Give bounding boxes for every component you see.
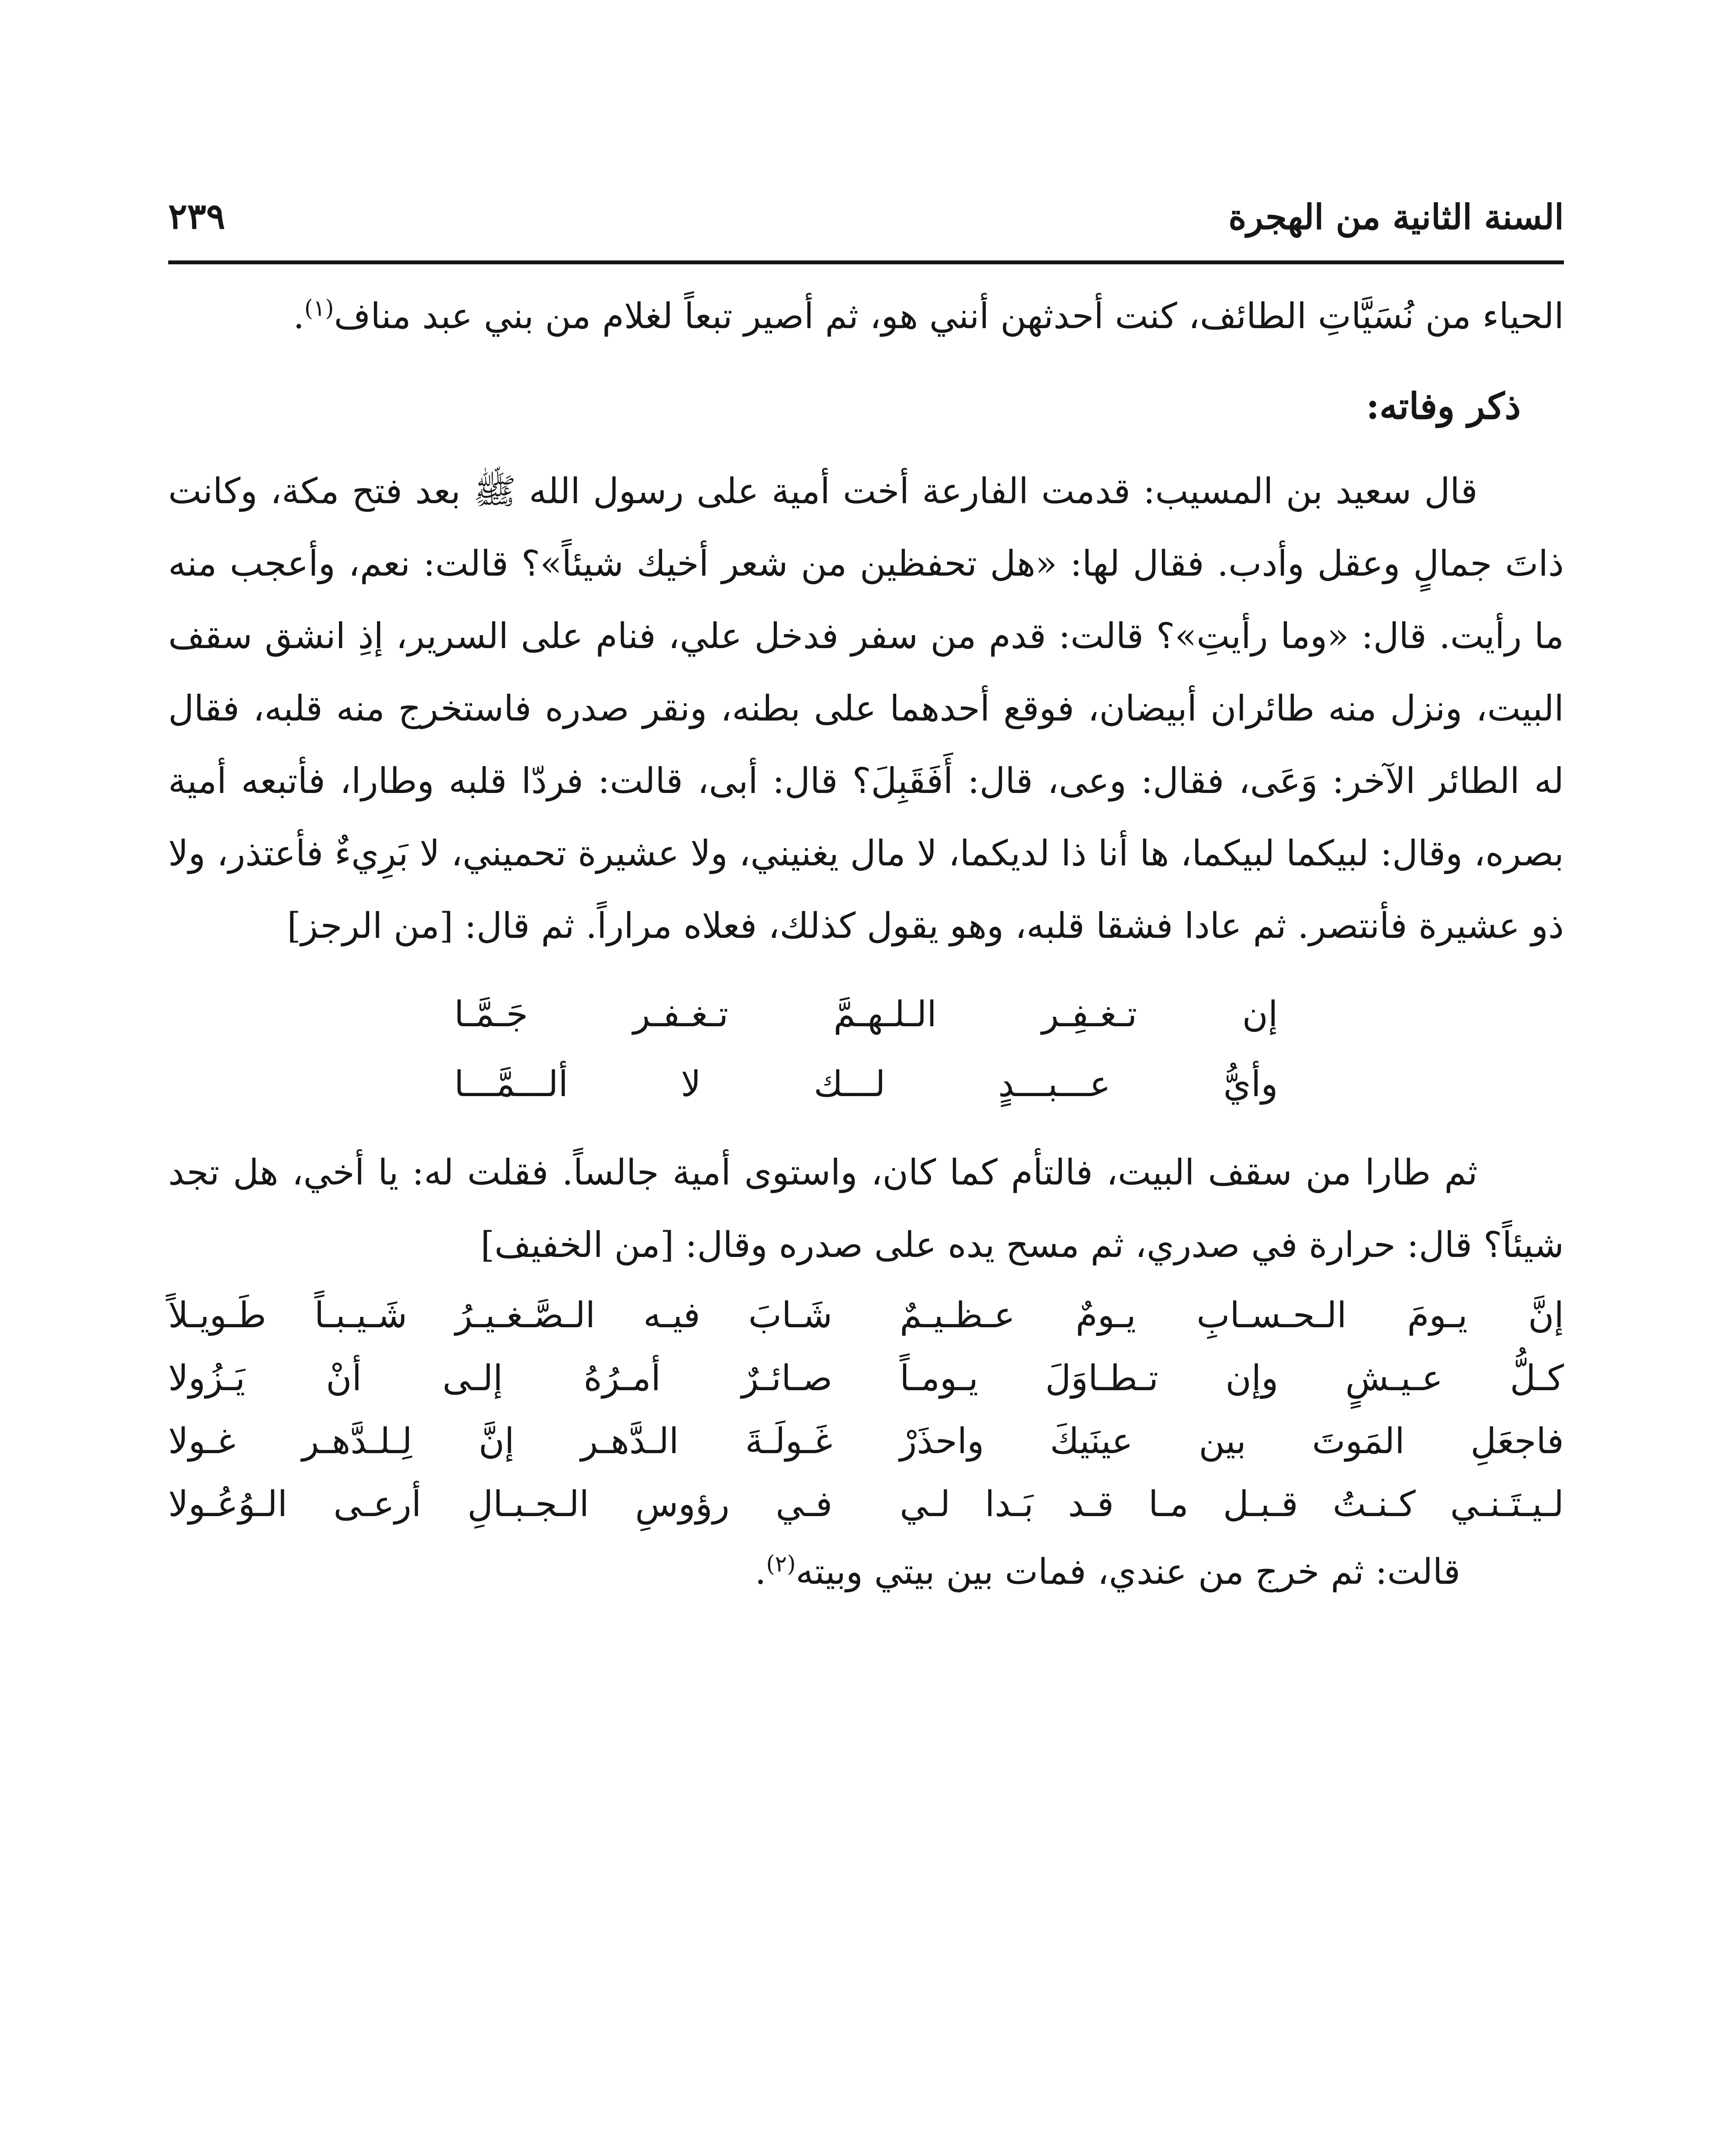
verse-first-half: فاجعَلِ المَوتَ بين عينَيكَ واحذَرْ	[900, 1421, 1564, 1462]
paragraph-text: الحياء من نُسَيَّاتِ الطائف، كنت أحدثهن أنني هو، ثم أصير تبعاً لغلام من بني عبد مناف	[334, 296, 1564, 337]
footnote-ref: (٢)	[766, 1551, 796, 1577]
poem-rajaz	[454, 980, 1278, 1119]
poem-khafif	[168, 1284, 1564, 1536]
book-page	[168, 0, 1564, 2156]
spacer	[168, 1119, 1564, 1137]
verse-second-half: فـي رؤوسِ الـجـبـالِ أرعـى الـوُعُـولا	[168, 1484, 832, 1525]
main-text	[168, 280, 1564, 1608]
running-title: السنة الثانية من الهجرة	[1228, 197, 1564, 237]
closing-end: .	[755, 1551, 766, 1592]
verse-second-half: صـائـرٌ أمـرُهُ إلـى أنْ يَـزُولا	[168, 1358, 832, 1399]
paragraph-narration-2: ثم طارا من سقف البيت، فالتأم كما كان، واستوى أمية جالساً. فقلت له: يا أخي، هل تجد شيئاً؟ قال: حرارة في صدري، ثم مسح يده على صدره وقال: [من الخفيف]	[168, 1152, 1564, 1266]
paragraph-end: .	[293, 296, 305, 337]
verse-first-half: لـيـتَـنـي كـنـتُ قـبـل مـا قـد بَـدا لـي	[900, 1484, 1564, 1525]
verse-line: إن تـغـفِـر الـلـهـمَّ تـغـفـر جَـمَّـا	[454, 994, 1278, 1035]
page-header	[168, 181, 1564, 237]
footnote-ref: (١)	[304, 295, 334, 322]
page-number: ٢٣٩	[168, 196, 226, 237]
verse-second-half: غَـولَـةَ الـدَّهـر إنَّ لِـلـدَّهـر غـولا	[168, 1421, 832, 1462]
verse-first-half: كـلُّ عـيـشٍ وإن تـطـاوَلَ يـومـاً	[900, 1358, 1564, 1399]
section-heading: ذكر وفاته:	[1366, 385, 1521, 427]
closing-text: قالت: ثم خرج من عندي، فمات بين بيتي وبيته	[795, 1551, 1460, 1592]
verse-second-half: شَـابَ فيـه الـصَّـغـيـرُ شَـيـبـاً طَـويـلاً	[168, 1295, 832, 1336]
spacer	[168, 962, 1564, 980]
closing-line	[168, 1536, 1564, 1608]
header-divider	[168, 260, 1564, 264]
verse-line: وأيُّ عـــبـــدٍ لـــك لا ألـــمَّـــا	[454, 1064, 1278, 1105]
verse-first-half: إنَّ يـومَ الـحـسـابِ يـومٌ عـظـيـمٌ	[900, 1295, 1564, 1336]
paragraph-continuation	[168, 280, 1564, 353]
paragraph-narration: قال سعيد بن المسيب: قدمت الفارعة أخت أمية على رسول الله ﷺ بعد فتح مكة، وكانت ذاتَ جمالٍ وعقل وأدب. فقال لها: «هل تحفظين من شعر أخيك شيئاً»؟ قالت: نعم، وأعجب منه ما رأيت. قال: «وما رأيتِ»؟ قالت: قدم من سفر فدخل علي، فنام على السرير، إذِ انشق سقف البيت، ونزل منه طائران أبيضان، فوقع أحدهما على بطنه، ونقر صدره فاستخرج منه قلبه، فقال له الطائر الآخر: وَعَى، فقال: وعى، قال: أَفَقَبِلَ؟ قال: أبى، قالت: فردّا قلبه وطارا، فأتبعه أمية بصره، وقال: لبيكما لبيكما، ها أنا ذا لديكما، لا مال يغنيني، ولا عشيرة تحميني، لا بَرِيءٌ فأعتذر، ولا ذو عشيرة فأنتصر. ثم عادا فشقا قلبه، وهو يقول كذلك، فعلاه مراراً. ثم قال: [من الرجز]	[168, 471, 1564, 946]
